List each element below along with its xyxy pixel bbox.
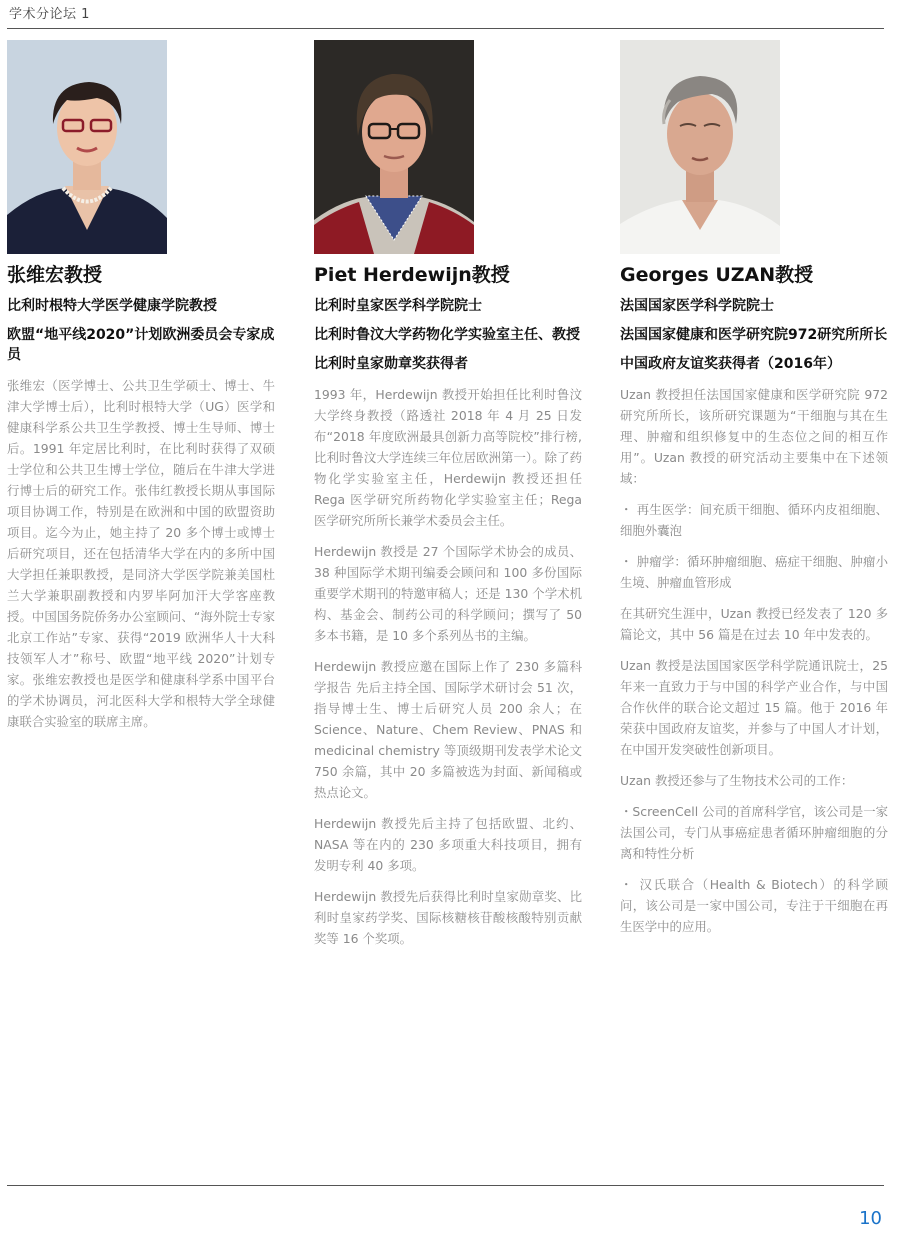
bio-paragraph: Uzan 教授是法国国家医学科学院通讯院士，25 年来一直致力于与中国的科学产业合作，与中国合作伙伴的联合论文超过 15 篇。他于 2016 年荣获中国政府友谊奖，并参与了中国人才计划，在中国开发突破性创新项目。 [620, 658, 888, 757]
bio-paragraph: ・ 再生医学：间充质干细胞、循环内皮祖细胞、细胞外囊泡 [620, 502, 888, 538]
bio-paragraph: Uzan 教授还参与了生物技术公司的工作： [620, 773, 854, 788]
speaker-title: 比利时皇家勋章奖获得者 [314, 356, 468, 372]
portrait-photo [314, 40, 474, 254]
section-label: 学术分论坛 1 [9, 7, 90, 22]
portrait-image [620, 40, 780, 254]
footer-divider [7, 1185, 884, 1186]
speaker-title: 中国政府友谊奖获得者（2016年） [620, 356, 841, 372]
speaker-name: Georges UZAN教授 [620, 264, 814, 286]
bio-paragraph: 张维宏（医学博士、公共卫生学硕士、博士、牛津大学博士后），比利时根特大学（UG）医学和健康科学系公共卫生学教授、博士生导师、博士后。1991 年定居比利时，在比利时获得了双硕士学位和公共卫生博士学位，随后在牛津大学进行博士后的研究工作。张伟红教授长期从事国际项目协调工作，特别是在欧洲和中国的欧盟资助项目。迄今为止，她主持了 20 多个博士或博士后研究项目，还在包括清华大学在内的多所中国大学担任兼职教授，是同济大学医学院兼美国杜兰大学兼职副教授和内罗毕阿加汗大学客座教授。中国国务院侨务办公室顾问、“海外院士专家北京工作站”专家、获得“2019 欧洲华人十大科技领军人才”称号、欧盟“地平线 2020”计划专家。张维宏教授也是医学和健康科学系中国平台的学术协调员，河北医科大学和根特大学全球健康联合实验室的联席主席。 [7, 378, 275, 729]
speaker-column-1 [7, 40, 275, 732]
bio-paragraph: Herdewijn 教授应邀在国际上作了 230 多篇科学报告 先后主持全国、国际学术研讨会 51 次，指导博士生、博士后研究人员 200 余人；在 Science、Nature、Chem Review、PNAS 和 medicinal chemistry 等顶级期刊发表学术论文 750 余篇，其中 20 多篇被选为封面、新闻稿或热点论文。 [314, 659, 582, 800]
portrait-image [7, 40, 167, 254]
bio-paragraph: Herdewijn 教授是 27 个国际学术协会的成员、38 种国际学术期刊编委会顾问和 100 多份国际重要学术期刊的特邀审稿人；还是 130 个学术机构、基金会、制药公司的科学顾问；撰写了 50 多本书籍，是 10 多个系列丛书的主编。 [314, 544, 582, 643]
portrait-image [314, 40, 474, 254]
bio-paragraph: Herdewijn 教授先后主持了包括欧盟、北约、NASA 等在内的 230 多项重大科技项目，拥有发明专利 40 多项。 [314, 816, 582, 873]
speaker-title: 比利时鲁汶大学药物化学实验室主任、教授 [314, 327, 580, 343]
speaker-name: Piet Herdewijn教授 [314, 264, 510, 286]
bio-paragraph: 1993 年，Herdewijn 教授开始担任比利时鲁汶大学终身教授（路透社 2018 年 4 月 25 日发布“2018 年度欧洲最具创新力高等院校”排行榜,比利时鲁汶大学连续三年位居欧洲第一）。除了药物化学实验室主任，Herdewijn 教授还担任 Rega 医学研究所药物化学实验室主任；Rega 医学研究所所长兼学术委员会主任。 [314, 387, 582, 528]
bio-paragraph: 在其研究生涯中，Uzan 教授已经发表了 120 多篇论文，其中 56 篇是在过去 10 年中发表的。 [620, 606, 888, 642]
bio-paragraph: Uzan 教授担任法国国家健康和医学研究院 972 研究所所长，该所研究课题为“干细胞与其在生理、肿瘤和组织修复中的生态位之间的相互作用”。Uzan 教授的研究活动主要集中在下述领域： [620, 387, 888, 486]
speaker-title: 法国国家医学科学院院士 [620, 298, 774, 314]
speaker-title: 比利时根特大学医学健康学院教授 [7, 298, 217, 314]
speaker-column-2 [314, 40, 582, 949]
speaker-name: 张维宏教授 [7, 264, 103, 286]
speaker-title: 比利时皇家医学科学院院士 [314, 298, 482, 314]
portrait-photo [620, 40, 780, 254]
speaker-column-3 [620, 40, 888, 937]
speaker-title: 欧盟“地平线2020”计划欧洲委员会专家成员 [7, 327, 275, 363]
portrait-photo [7, 40, 167, 254]
bio-paragraph: ・ScreenCell 公司的首席科学官，该公司是一家法国公司，专门从事癌症患者循环肿瘤细胞的分离和特性分析 [620, 804, 888, 861]
speaker-title: 法国国家健康和医学研究院972研究所所长 [620, 327, 888, 343]
bio-paragraph: Herdewijn 教授先后获得比利时皇家勋章奖、比利时皇家药学奖、国际核糖核苷酸核酸特别贡献奖等 16 个奖项。 [314, 889, 582, 946]
page-number: 10 [859, 1208, 882, 1229]
page-header [7, 0, 884, 29]
bio-paragraph: ・ 肿瘤学：循环肿瘤细胞、癌症干细胞、肿瘤小生境、肿瘤血管形成 [620, 554, 888, 590]
bio-paragraph: ・ 汉氏联合（Health & Biotech）的科学顾问，该公司是一家中国公司，专注于干细胞在再生医学中的应用。 [620, 877, 888, 934]
